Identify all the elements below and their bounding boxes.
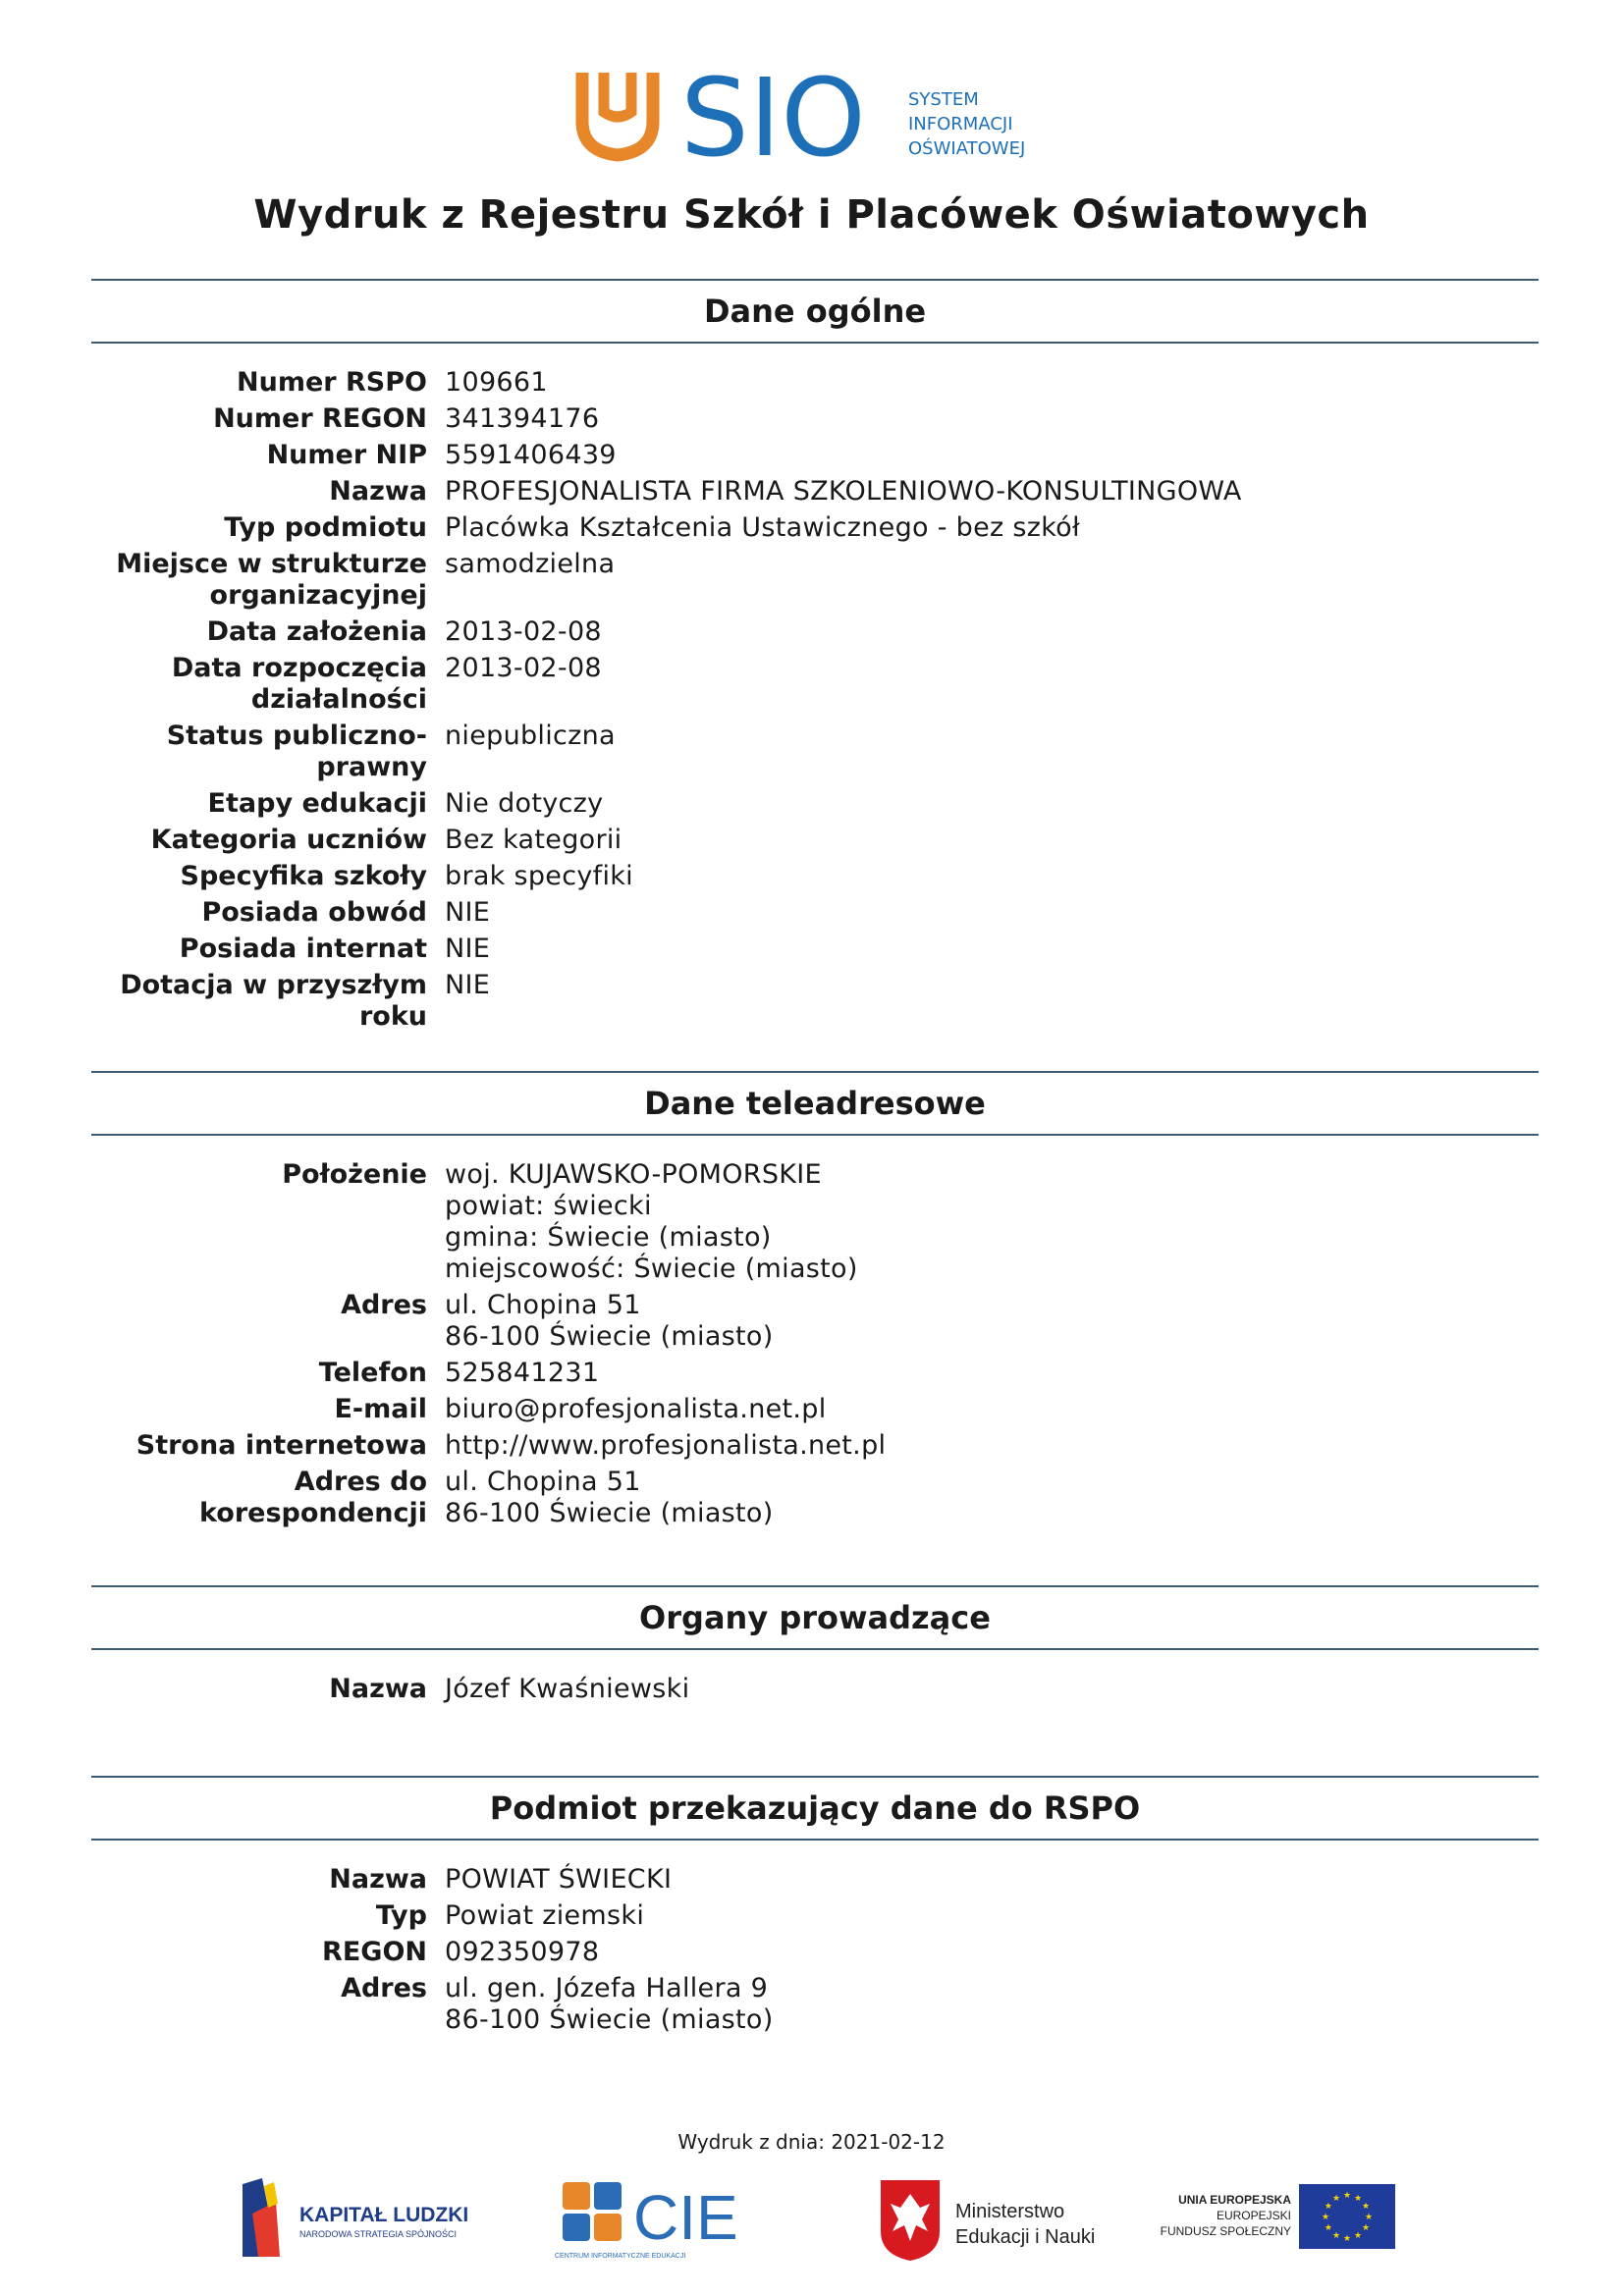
detail-row [91,825,1539,856]
detail-row [91,1674,1539,1705]
field-label: Adres do korespondencji [199,1467,427,1528]
field-value: NIE [445,897,491,928]
eu-star-icon: ★ [1342,2234,1352,2244]
field-value: samodzielna [445,549,616,579]
detail-row [91,653,1539,716]
field-value: PROFESJONALISTA FIRMA SZKOLENIOWO-KONSULTINGOWA [445,476,1242,507]
field-value: Powiat ziemski [445,1900,645,1931]
eu-star-icon: ★ [1362,2202,1371,2212]
detail-row [91,1900,1539,1932]
field-label: Numer RSPO [237,367,427,398]
field-value: 092350978 [445,1937,600,1967]
field-value: Bez kategorii [445,825,622,855]
eu-star-icon: ★ [1353,2193,1363,2204]
kapital-ludzki-logo [241,2174,486,2263]
field-label: Etapy edukacji [207,788,427,819]
field-label: Adres [341,1973,427,2003]
field-value: 525841231 [445,1358,600,1388]
field-label: Posiada obwód [201,897,427,928]
field-label: E-mail [334,1394,427,1424]
eu-line2: EUROPEJSKI [1216,2209,1291,2222]
field-label: Telefon [318,1358,427,1388]
field-label: Miejsce w strukturze organizacyjnej [116,549,427,611]
detail-row [91,897,1539,929]
field-label: Dotacja w przyszłym roku [120,970,427,1032]
detail-row [91,440,1539,471]
field-label: Nazwa [329,1674,427,1704]
eu-logo [1152,2174,1399,2263]
rows-provider [91,1864,1539,2036]
field-label: Strona internetowa [135,1430,427,1461]
section-title: Dane ogólne [91,279,1539,344]
detail-row [91,970,1539,1033]
field-label: Typ [375,1900,427,1931]
field-label: REGON [322,1937,427,1967]
page-title: Wydruk z Rejestru Szkół i Placówek Oświatowych [253,192,1370,238]
field-label: Położenie [282,1159,427,1190]
detail-row [91,1394,1539,1425]
detail-row [91,861,1539,892]
rows-general [91,367,1539,1033]
section-provider [91,1776,1539,2041]
detail-row [91,1159,1539,1285]
men-logo [879,2174,1124,2263]
field-value: brak specyfiki [445,861,633,891]
cie-icon [555,2174,790,2263]
field-value: 2013-02-08 [445,616,602,647]
detail-row [91,476,1539,507]
field-value: ul. Chopina 51 86-100 Świecie (miasto) [445,1467,774,1528]
field-label: Posiada internat [179,934,427,964]
detail-row [91,1973,1539,2036]
field-value: Placówka Kształcenia Ustawicznego - bez szkół [445,512,1080,543]
rows-contact [91,1159,1539,1529]
detail-row [91,934,1539,965]
eu-star-icon: ★ [1321,2213,1330,2222]
footer-logos [241,2174,1399,2263]
kapital-sub: NARODOWA STRATEGIA SPÓJNOŚCI [299,2229,458,2239]
detail-row [91,367,1539,399]
kapital-title: KAPITAŁ LUDZKI [299,2204,469,2226]
sio-logo-sub-2: INFORMACJI [908,114,1013,134]
eu-star-icon: ★ [1324,2223,1332,2233]
field-value: woj. KUJAWSKO-POMORSKIE powiat: świecki gmina: Świecie (miasto) miejscowość: Świecie (miasto) [445,1159,858,1284]
detail-row [91,1864,1539,1896]
section-contact [91,1071,1539,1534]
field-label: Typ podmiotu [224,512,427,543]
field-value: 2013-02-08 [445,653,602,683]
field-value: POWIAT ŚWIECKI [445,1864,673,1895]
section-title: Dane teleadresowe [91,1071,1539,1136]
field-label: Status publiczno-prawny [166,721,427,782]
sio-logo-sub-3: OŚWIATOWEJ [908,138,1026,159]
men-line2: Edukacji i Nauki [955,2226,1096,2248]
section-authorities [91,1585,1539,1710]
cie-logo [555,2174,790,2263]
field-label: Adres [341,1290,427,1320]
detail-row [91,1430,1539,1462]
field-value: 5591406439 [445,440,617,470]
field-value: niepubliczna [445,721,616,751]
rows-authorities [91,1674,1539,1705]
men-line1: Ministerstwo [955,2201,1065,2222]
section-general [91,279,1539,1038]
field-value: biuro@profesjonalista.net.pl [445,1394,827,1424]
eu-star-icon: ★ [1324,2202,1332,2212]
field-value: Nie dotyczy [445,788,604,819]
cie-title: CIE [633,2182,738,2253]
field-label: Numer NIP [266,440,427,470]
field-label: Nazwa [329,1864,427,1895]
eu-star-icon: ★ [1331,2193,1341,2204]
field-value: 341394176 [445,403,600,434]
sio-logo-graphic [574,61,1065,163]
field-value: http://www.profesjonalista.net.pl [445,1430,887,1461]
section-title: Organy prowadzące [91,1585,1539,1650]
eu-star-icon: ★ [1353,2231,1363,2242]
field-label: Data założenia [206,616,427,647]
field-label: Numer REGON [213,403,427,434]
eu-line1: UNIA EUROPEJSKA [1178,2193,1291,2207]
field-value: ul. Chopina 51 86-100 Świecie (miasto) [445,1290,774,1352]
detail-row [91,788,1539,820]
detail-row [91,1290,1539,1353]
eu-star-icon: ★ [1362,2223,1371,2233]
section-title: Podmiot przekazujący dane do RSPO [91,1776,1539,1841]
eu-line3: FUNDUSZ SPOŁECZNY [1160,2224,1291,2238]
detail-row [91,1467,1539,1529]
field-value: 109661 [445,367,548,398]
detail-row [91,721,1539,783]
kapital-ludzki-icon [241,2174,486,2263]
field-value: NIE [445,934,491,964]
eu-star-icon: ★ [1331,2231,1341,2242]
field-value: Józef Kwaśniewski [445,1674,690,1704]
sio-logo-text: SIO [680,61,866,163]
men-icon [879,2174,1124,2263]
detail-row [91,512,1539,544]
field-label: Nazwa [329,476,427,507]
detail-row [91,403,1539,435]
field-label: Data rozpoczęcia działalności [171,653,427,715]
eu-icon [1152,2174,1399,2263]
sio-logo [574,61,1065,163]
detail-row [91,1358,1539,1389]
detail-row [91,1937,1539,1968]
field-value: NIE [445,970,491,1000]
detail-row [91,616,1539,648]
detail-row [91,549,1539,612]
eu-star-icon: ★ [1342,2191,1352,2201]
field-label: Specyfika szkoły [180,861,427,891]
field-value: ul. gen. Józefa Hallera 9 86-100 Świecie (miasto) [445,1973,774,2035]
field-label: Kategoria uczniów [150,825,427,855]
sio-logo-sub-1: SYSTEM [908,89,979,110]
cie-sub: CENTRUM INFORMATYCZNE EDUKACJI [555,2253,686,2260]
eu-star-icon: ★ [1364,2213,1374,2222]
print-date: Wydruk z dnia: 2021-02-12 [677,2130,946,2154]
